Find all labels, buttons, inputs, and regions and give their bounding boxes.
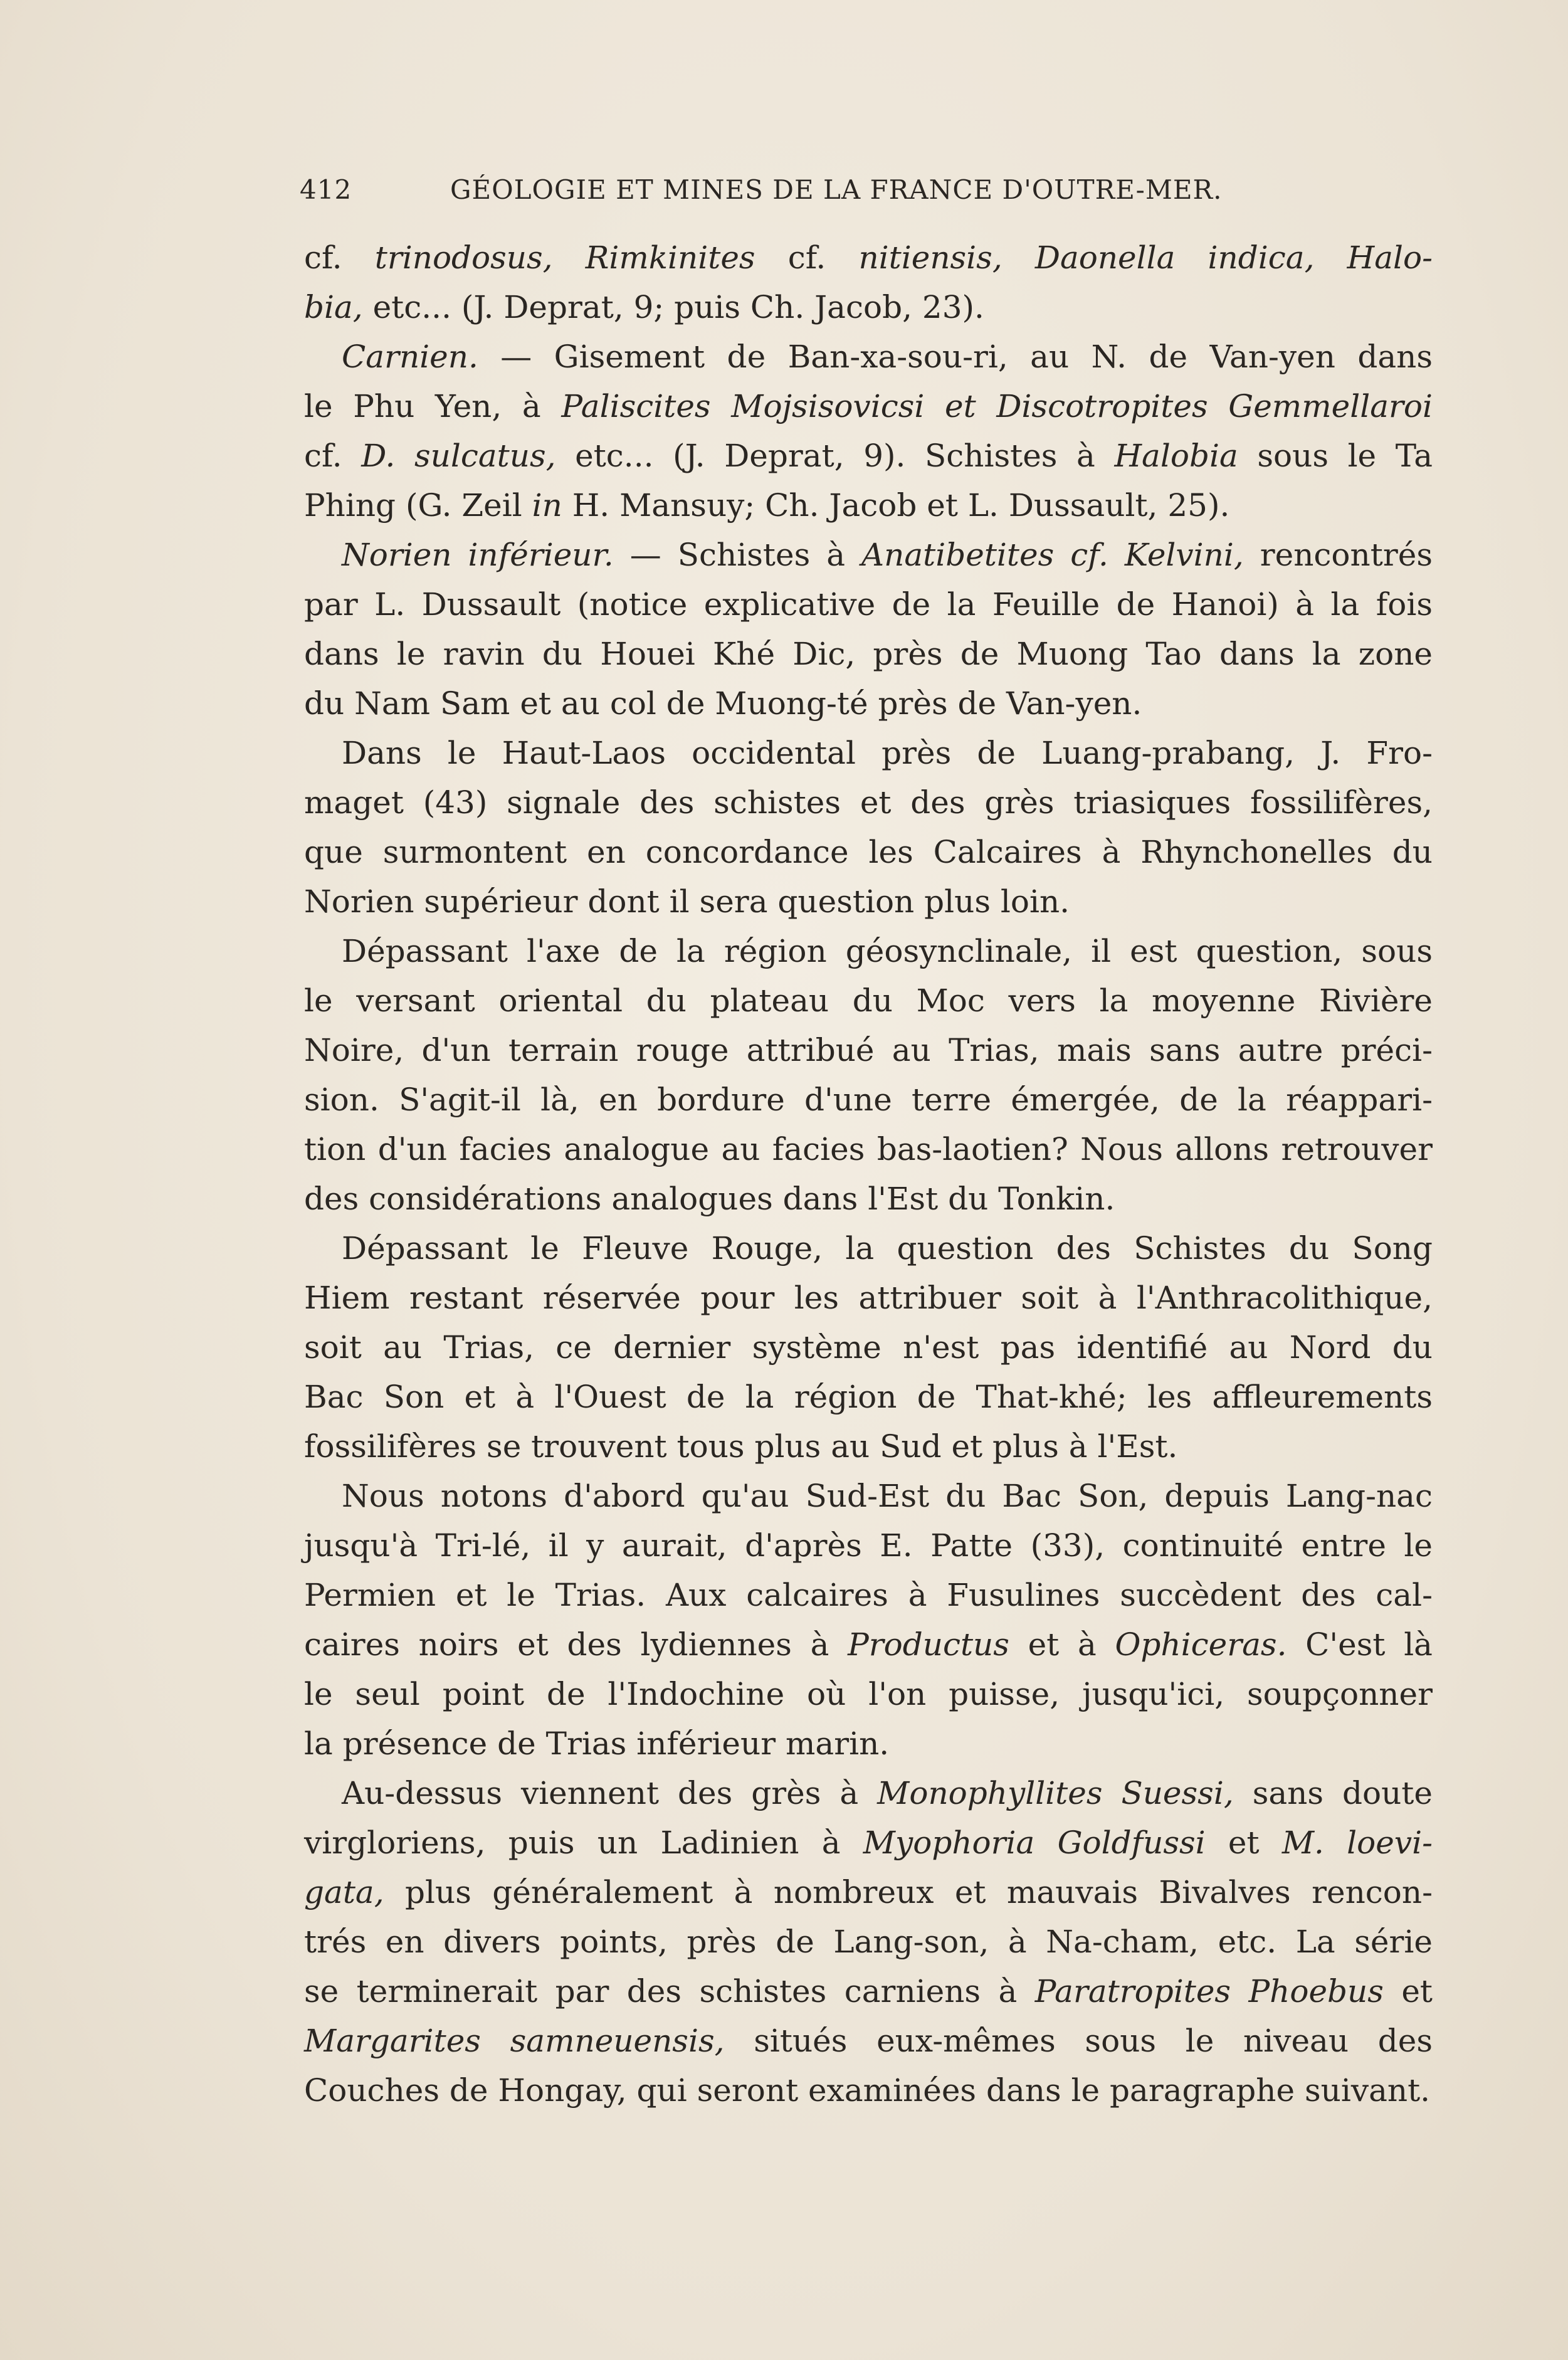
text-run: du Nam Sam et au col de Muong-té près de Van-yen. <box>304 685 1142 722</box>
italic-run: Paliscites Mojsisovicsi et Discotropites Gemmellaroi <box>561 388 1433 424</box>
text-line <box>304 729 1433 778</box>
text-line <box>304 431 1433 481</box>
text-run: — Gisement de Ban-xa-sou-ri, au N. de Van-yen dans <box>478 339 1433 375</box>
italic-run: Monophyllites Suessi, <box>877 1775 1234 1811</box>
text-line <box>304 1422 1433 1472</box>
italic-run: Norien inférieur. <box>342 537 614 573</box>
text-run: caires noirs et des lydiennes à <box>304 1626 848 1663</box>
italic-run: Myophoria Goldfussi <box>863 1825 1206 1861</box>
text-run: Noire, d'un terrain rouge attribué au Trias, mais sans autre préci- <box>304 1032 1433 1068</box>
text-run: Couches de Hongay, qui seront examinées dans le paragraphe suivant. <box>304 2072 1431 2109</box>
text-line <box>304 1026 1433 1075</box>
text-line <box>304 630 1433 679</box>
text-line <box>304 382 1433 431</box>
body-text <box>304 233 1433 2115</box>
text-run: trés en divers points, près de Lang-son, à Na-cham, etc. La série <box>304 1924 1433 1960</box>
text-line <box>304 877 1433 927</box>
text-line <box>304 1769 1433 1818</box>
text-run: sans doute <box>1233 1775 1433 1811</box>
text-line <box>304 1372 1433 1422</box>
text-run: Dépassant le Fleuve Rouge, la question des Schistes du Song <box>342 1230 1433 1267</box>
italic-run: Anatibetites cf. Kelvini, <box>861 537 1244 573</box>
text-run: des considérations analogues dans l'Est du Tonkin. <box>304 1181 1115 1217</box>
italic-run: in <box>532 487 562 524</box>
text-run: soit au Trias, ce dernier système n'est pas identifié au Nord du <box>304 1329 1433 1366</box>
text-run: Dans le Haut-Laos occidental près de Luang-prabang, J. Fro- <box>342 735 1433 771</box>
italic-run: D. sulcatus, <box>361 438 556 474</box>
text-line <box>304 481 1433 530</box>
text-run: jusqu'à Tri-lé, il y aurait, d'après E. Patte (33), continuité entre le <box>304 1527 1433 1564</box>
italic-run: Productus <box>848 1626 1009 1663</box>
page-number: 412 <box>300 174 352 205</box>
text-run: cf. <box>304 240 375 276</box>
running-title: GÉOLOGIE ET MINES DE LA FRANCE D'OUTRE-MER. <box>450 174 1223 205</box>
italic-run: Ophiceras. <box>1115 1626 1287 1663</box>
text-run: et <box>1205 1825 1282 1861</box>
text-run: — Schistes à <box>613 537 862 573</box>
text-line <box>304 1125 1433 1174</box>
text-run: Nous notons d'abord qu'au Sud-Est du Bac Son, depuis Lang-nac <box>342 1478 1433 1514</box>
text-run: Au-dessus viennent des grès à <box>342 1775 878 1811</box>
text-line <box>304 283 1433 332</box>
text-run: et <box>1383 1973 1433 2010</box>
text-line <box>304 1967 1433 2016</box>
text-line <box>304 332 1433 382</box>
text-line <box>304 1472 1433 1521</box>
italic-run: Carnien. <box>342 339 478 375</box>
text-run: et à <box>1009 1626 1115 1663</box>
text-line <box>304 679 1433 729</box>
text-line <box>304 1323 1433 1372</box>
text-run: virgloriens, puis un Ladinien à <box>304 1825 863 1861</box>
text-run: fossilifères se trouvent tous plus au Sud et plus à l'Est. <box>304 1428 1178 1465</box>
text-line <box>304 580 1433 630</box>
text-line <box>304 1273 1433 1323</box>
text-run: cf. <box>304 438 362 474</box>
italic-run: trinodosus, Rimkinites <box>374 240 755 276</box>
text-line <box>304 1818 1433 1868</box>
text-line <box>304 1571 1433 1620</box>
text-line <box>304 1917 1433 1967</box>
running-header <box>300 174 1265 205</box>
text-run: Norien supérieur dont il sera question plus loin. <box>304 883 1070 920</box>
text-line <box>304 2066 1433 2115</box>
text-line <box>304 233 1433 283</box>
italic-run: gata, <box>304 1874 384 1910</box>
text-run: Phing (G. Zeil <box>304 487 532 524</box>
text-line <box>304 1075 1433 1125</box>
text-run: C'est là <box>1286 1626 1433 1663</box>
text-run: situés eux-mêmes sous le niveau des <box>724 2023 1433 2059</box>
text-run: Permien et le Trias. Aux calcaires à Fusulines succèdent des cal- <box>304 1577 1433 1613</box>
text-line <box>304 976 1433 1026</box>
text-line <box>304 1174 1433 1224</box>
text-run: sion. S'agit-il là, en bordure d'une terre émergée, de la réappari- <box>304 1082 1433 1118</box>
italic-run: bia, <box>304 289 363 325</box>
text-run: tion d'un facies analogue au facies bas-laotien? Nous allons retrouver <box>304 1131 1433 1167</box>
text-line <box>304 530 1433 580</box>
text-line <box>304 778 1433 828</box>
italic-run: M. loevi- <box>1281 1825 1433 1861</box>
text-run: etc... (J. Deprat, 9). Schistes à <box>555 438 1115 474</box>
text-run: la présence de Trias inférieur marin. <box>304 1725 890 1762</box>
text-line <box>304 927 1433 976</box>
italic-run: nitiensis, Daonella indica, Halo- <box>858 240 1433 276</box>
text-run: H. Mansuy; Ch. Jacob et L. Dussault, 25). <box>562 487 1230 524</box>
text-run: maget (43) signale des schistes et des grès triasiques fossilifères, <box>304 784 1433 821</box>
text-run: par L. Dussault (notice explicative de la Feuille de Hanoi) à la fois <box>304 586 1433 623</box>
text-run: cf. <box>755 240 859 276</box>
text-line <box>304 1521 1433 1571</box>
text-run: sous le Ta <box>1238 438 1433 474</box>
text-run: que surmontent en concordance les Calcaires à Rhynchonelles du <box>304 834 1433 870</box>
text-run: le seul point de l'Indochine où l'on puisse, jusqu'ici, soupçonner <box>304 1676 1433 1712</box>
text-run: le versant oriental du plateau du Moc vers la moyenne Rivière <box>304 982 1433 1019</box>
text-line <box>304 2016 1433 2066</box>
text-run: Dépassant l'axe de la région géosynclinale, il est question, sous <box>342 933 1433 969</box>
text-line <box>304 828 1433 877</box>
text-line <box>304 1719 1433 1769</box>
text-line <box>304 1224 1433 1273</box>
text-run: Bac Son et à l'Ouest de la région de That-khé; les affleurements <box>304 1379 1433 1415</box>
text-run: Hiem restant réservée pour les attribuer soit à l'Anthracolithique, <box>304 1280 1433 1316</box>
text-line <box>304 1670 1433 1719</box>
text-line <box>304 1868 1433 1917</box>
text-run: rencontrés <box>1243 537 1433 573</box>
italic-run: Halobia <box>1114 438 1238 474</box>
text-run: dans le ravin du Houei Khé Dic, près de Muong Tao dans la zone <box>304 636 1433 672</box>
italic-run: Margarites samneuensis, <box>304 2023 725 2059</box>
text-line <box>304 1620 1433 1670</box>
italic-run: Paratropites Phoebus <box>1034 1973 1384 2010</box>
text-run: plus généralement à nombreux et mauvais Bivalves rencon- <box>384 1874 1433 1910</box>
text-run: se terminerait par des schistes carniens à <box>304 1973 1035 2010</box>
text-run: le Phu Yen, à <box>304 388 562 424</box>
text-run: etc... (J. Deprat, 9; puis Ch. Jacob, 23). <box>362 289 984 325</box>
